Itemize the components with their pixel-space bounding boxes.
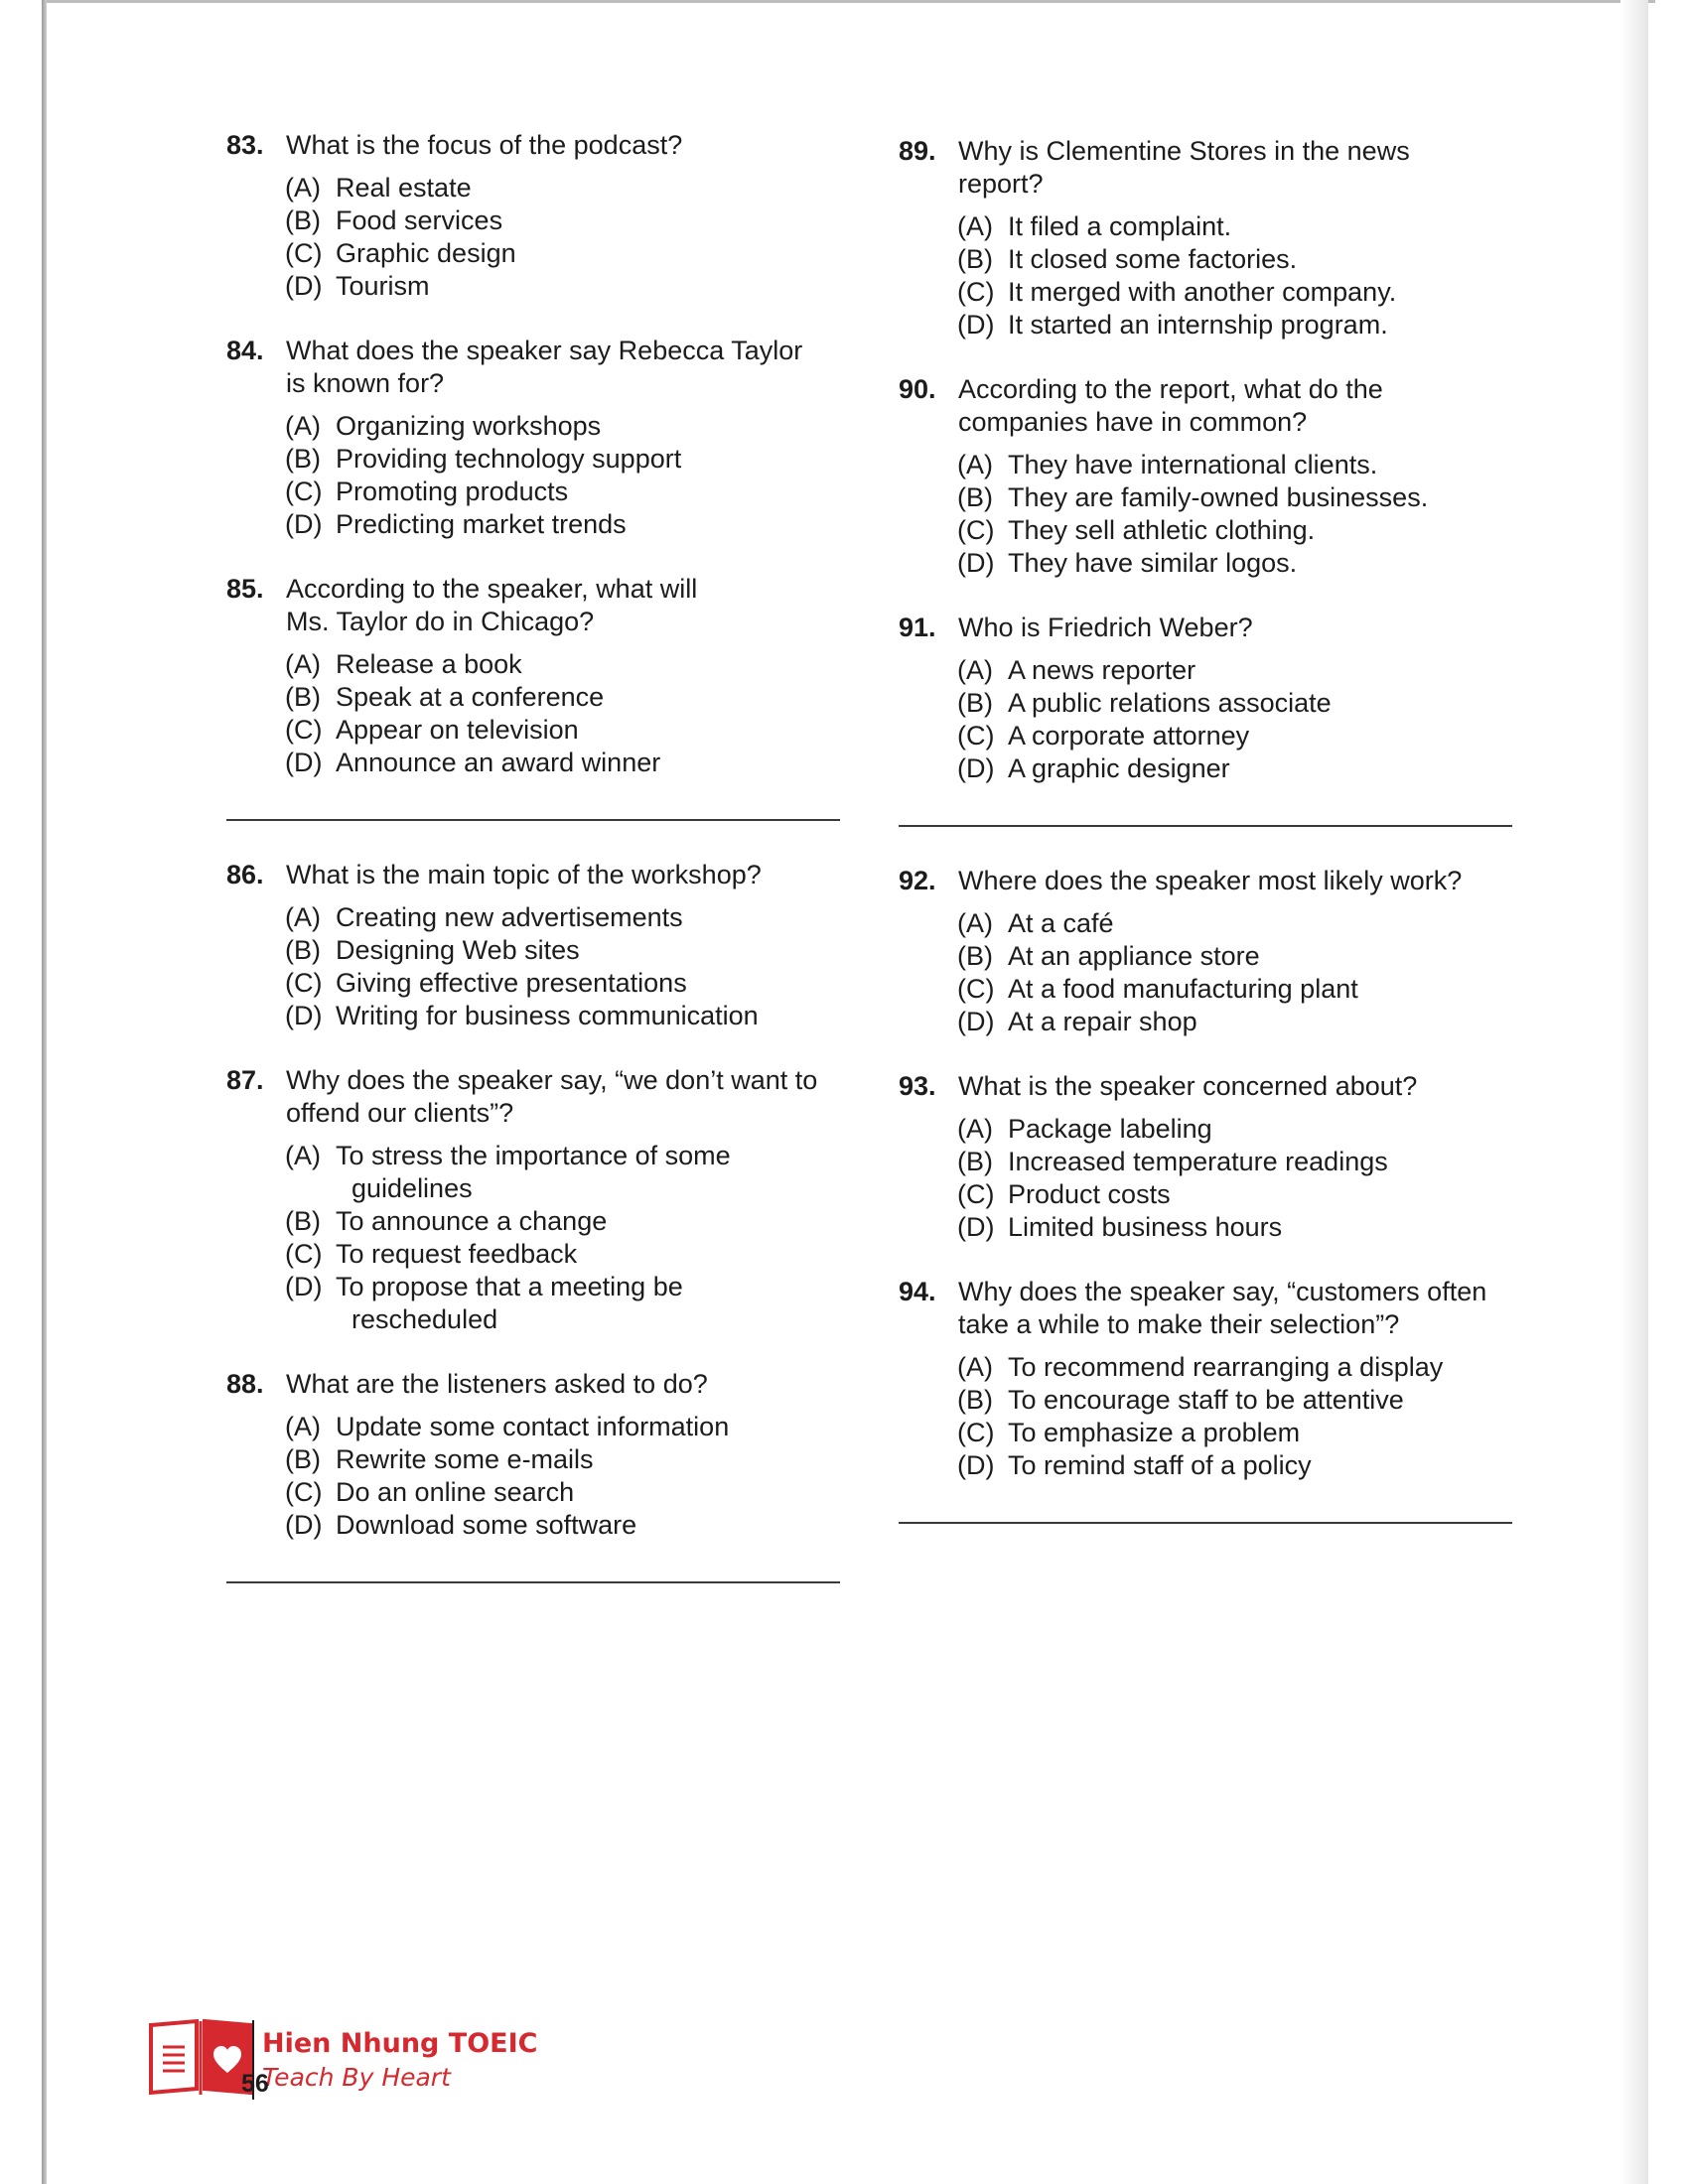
section-divider [899, 825, 1512, 827]
book-heart-icon [147, 2017, 256, 2097]
option-letter: (A) [957, 1114, 993, 1144]
answer-option[interactable] [957, 654, 1514, 687]
option-text: A news reporter [1008, 655, 1196, 685]
option-text: Creating new advertisements [336, 902, 683, 932]
question-text: Why is Clementine Stores in the news report? [958, 136, 1410, 199]
option-letter: (B) [957, 1385, 993, 1415]
answer-option[interactable] [957, 309, 1514, 341]
option-text: To propose that a meeting be rescheduled [336, 1272, 683, 1334]
question-number: 90. [899, 374, 936, 404]
option-text: To recommend rearranging a display [1008, 1352, 1444, 1382]
answer-option[interactable] [285, 237, 842, 270]
answer-option[interactable] [285, 410, 842, 443]
answer-option[interactable] [285, 1205, 842, 1238]
answer-option[interactable] [285, 967, 842, 1000]
option-text: Providing technology support [336, 444, 682, 474]
answer-option[interactable] [957, 973, 1514, 1006]
option-text: To encourage staff to be attentive [1008, 1385, 1404, 1415]
answer-option[interactable] [957, 243, 1514, 276]
option-text: Update some contact information [336, 1412, 730, 1441]
option-text: Food services [336, 205, 503, 235]
answer-options [957, 210, 1514, 341]
answer-option[interactable] [957, 1211, 1514, 1244]
answer-option[interactable] [285, 1476, 842, 1509]
answer-option[interactable] [957, 276, 1514, 309]
answer-options [285, 410, 842, 541]
page-edge-right [1620, 0, 1648, 2184]
option-letter: (A) [285, 1141, 321, 1170]
question-text: What are the listeners asked to do? [286, 1369, 708, 1399]
option-text: Download some software [336, 1510, 637, 1540]
option-text: To remind staff of a policy [1008, 1450, 1312, 1480]
answer-option[interactable] [957, 481, 1514, 514]
question-text: What is the speaker concerned about? [958, 1071, 1418, 1101]
option-letter: (B) [285, 682, 321, 712]
option-text: Designing Web sites [336, 935, 580, 965]
question-text: Why does the speaker say, “we don’t want to offend our clients”? [286, 1065, 818, 1128]
option-letter: (C) [285, 715, 323, 745]
answer-option[interactable] [285, 901, 842, 934]
option-letter: (B) [957, 482, 993, 512]
option-text: Do an online search [336, 1477, 575, 1507]
option-text: A graphic designer [1008, 753, 1230, 783]
answer-option[interactable] [957, 752, 1514, 785]
option-text: At a repair shop [1008, 1007, 1197, 1036]
answer-options [957, 907, 1514, 1038]
answer-option[interactable] [285, 1411, 842, 1443]
option-text: A public relations associate [1008, 688, 1332, 718]
option-text: Appear on television [336, 715, 579, 745]
option-letter: (B) [285, 1444, 321, 1474]
answer-option[interactable] [957, 1146, 1514, 1178]
answer-options [285, 648, 842, 779]
answer-option[interactable] [957, 1178, 1514, 1211]
answer-options [285, 1411, 842, 1542]
question-text: What does the speaker say Rebecca Taylor is known for? [286, 336, 803, 398]
right-question-column [899, 135, 1514, 1562]
option-text: Giving effective presentations [336, 968, 687, 998]
option-letter: (A) [957, 450, 993, 479]
answer-option[interactable] [285, 681, 842, 714]
question-91 [899, 612, 1514, 785]
question-88 [226, 1368, 842, 1542]
answer-option[interactable] [285, 714, 842, 747]
option-text: Graphic design [336, 238, 516, 268]
brand-tagline: Teach By Heart [262, 2063, 451, 2092]
option-text: At a food manufacturing plant [1008, 974, 1358, 1004]
question-text: Where does the speaker most likely work? [958, 866, 1463, 895]
question-94 [899, 1276, 1514, 1482]
option-letter: (B) [285, 935, 321, 965]
option-text: They have similar logos. [1008, 548, 1298, 578]
option-letter: (A) [285, 173, 321, 203]
answer-option[interactable] [957, 449, 1514, 481]
option-letter: (C) [285, 1239, 323, 1269]
option-letter: (C) [957, 1179, 995, 1209]
question-text: What is the focus of the podcast? [286, 130, 683, 160]
section-divider [226, 819, 840, 821]
option-letter: (A) [285, 411, 321, 441]
option-letter: (C) [957, 277, 995, 307]
option-letter: (A) [957, 908, 993, 938]
question-number: 93. [899, 1071, 936, 1101]
answer-option[interactable] [285, 648, 842, 681]
option-text: Announce an award winner [336, 748, 661, 777]
option-text: Product costs [1008, 1179, 1171, 1209]
option-text: At a café [1008, 908, 1114, 938]
option-letter: (A) [285, 902, 321, 932]
answer-option[interactable] [285, 172, 842, 205]
answer-option[interactable] [957, 547, 1514, 580]
option-letter: (D) [957, 548, 995, 578]
question-90 [899, 373, 1514, 580]
question-number: 84. [226, 336, 264, 365]
option-letter: (C) [285, 477, 323, 506]
answer-option[interactable] [285, 934, 842, 967]
section-divider [226, 1581, 840, 1583]
option-text: A corporate attorney [1008, 721, 1250, 751]
answer-option[interactable] [285, 1140, 842, 1205]
answer-option[interactable] [957, 1006, 1514, 1038]
answer-option[interactable] [285, 476, 842, 508]
question-number: 94. [899, 1277, 936, 1306]
option-letter: (C) [957, 1418, 995, 1447]
answer-options [285, 1140, 842, 1336]
question-89 [899, 135, 1514, 341]
option-text: It filed a complaint. [1008, 211, 1232, 241]
option-letter: (D) [957, 1007, 995, 1036]
answer-option[interactable] [285, 1509, 842, 1542]
option-text: Rewrite some e-mails [336, 1444, 594, 1474]
answer-option[interactable] [285, 1238, 842, 1271]
option-text: Real estate [336, 173, 472, 203]
option-text: Organizing workshops [336, 411, 602, 441]
option-text: At an appliance store [1008, 941, 1260, 971]
question-number: 83. [226, 130, 264, 160]
option-letter: (D) [285, 271, 323, 301]
option-letter: (A) [957, 1352, 993, 1382]
question-87 [226, 1064, 842, 1336]
option-letter: (D) [285, 1510, 323, 1540]
option-letter: (C) [285, 238, 323, 268]
question-93 [899, 1070, 1514, 1244]
option-letter: (D) [957, 1212, 995, 1242]
option-text: Predicting market trends [336, 509, 627, 539]
option-letter: (B) [957, 244, 993, 274]
option-letter: (D) [957, 310, 995, 340]
answer-option[interactable] [285, 205, 842, 237]
answer-option[interactable] [285, 1443, 842, 1476]
option-letter: (B) [957, 1147, 993, 1176]
option-letter: (B) [285, 444, 321, 474]
option-letter: (C) [957, 515, 995, 545]
question-text: Why does the speaker say, “customers often take a while to make their selection”? [958, 1277, 1487, 1339]
answer-options [957, 1351, 1514, 1482]
question-number: 86. [226, 860, 264, 889]
answer-option[interactable] [285, 747, 842, 779]
question-83 [226, 129, 842, 303]
option-letter: (C) [285, 1477, 323, 1507]
question-text: What is the main topic of the workshop? [286, 860, 762, 889]
answer-option[interactable] [285, 1271, 842, 1336]
question-84 [226, 335, 842, 541]
option-text: Increased temperature readings [1008, 1147, 1388, 1176]
answer-option[interactable] [957, 1384, 1514, 1417]
question-86 [226, 859, 842, 1032]
question-text: According to the report, what do the companies have in common? [958, 374, 1383, 437]
option-text: To request feedback [336, 1239, 578, 1269]
answer-option[interactable] [957, 1449, 1514, 1482]
page-number: 56 [241, 2070, 269, 2098]
question-number: 91. [899, 613, 936, 642]
option-text: It closed some factories. [1008, 244, 1298, 274]
question-text: Who is Friedrich Weber? [958, 613, 1253, 642]
brand-name: Hien Nhung TOEIC [262, 2028, 538, 2059]
answer-option[interactable] [957, 1351, 1514, 1384]
answer-options [957, 449, 1514, 580]
question-92 [899, 865, 1514, 1038]
answer-option[interactable] [957, 210, 1514, 243]
section-divider [899, 1522, 1512, 1524]
option-letter: (C) [957, 721, 995, 751]
option-letter: (D) [957, 753, 995, 783]
option-letter: (D) [285, 748, 323, 777]
option-letter: (D) [957, 1450, 995, 1480]
option-text: Limited business hours [1008, 1212, 1283, 1242]
option-text: Package labeling [1008, 1114, 1212, 1144]
answer-option[interactable] [957, 1417, 1514, 1449]
option-letter: (A) [285, 649, 321, 679]
option-text: Speak at a conference [336, 682, 605, 712]
option-letter: (A) [957, 211, 993, 241]
question-number: 89. [899, 136, 936, 166]
option-letter: (A) [285, 1412, 321, 1441]
answer-option[interactable] [285, 443, 842, 476]
left-question-column [226, 129, 842, 1621]
question-number: 92. [899, 866, 936, 895]
option-letter: (B) [285, 205, 321, 235]
option-text: It started an internship program. [1008, 310, 1388, 340]
question-85 [226, 573, 842, 779]
question-number: 88. [226, 1369, 264, 1399]
option-text: They sell athletic clothing. [1008, 515, 1316, 545]
answer-option[interactable] [285, 270, 842, 303]
option-text: Release a book [336, 649, 522, 679]
option-text: They are family-owned businesses. [1008, 482, 1429, 512]
answer-option[interactable] [285, 508, 842, 541]
option-text: They have international clients. [1008, 450, 1378, 479]
option-text: To announce a change [336, 1206, 608, 1236]
option-letter: (A) [957, 655, 993, 685]
answer-option[interactable] [285, 1000, 842, 1032]
answer-options [285, 901, 842, 1032]
option-text: Tourism [336, 271, 430, 301]
option-letter: (C) [957, 974, 995, 1004]
question-number: 85. [226, 574, 264, 604]
page-edge [42, 0, 47, 2184]
question-text: According to the speaker, what will Ms. Taylor do in Chicago? [286, 574, 698, 636]
option-text: To stress the importance of some guidelines [336, 1141, 731, 1203]
option-text: Promoting products [336, 477, 569, 506]
answer-option[interactable] [957, 687, 1514, 720]
logo-graphic [147, 2017, 256, 2097]
answer-options [957, 654, 1514, 785]
answer-option[interactable] [957, 940, 1514, 973]
option-letter: (D) [285, 1272, 323, 1301]
page-edge-top [47, 0, 1655, 3]
option-letter: (B) [285, 1206, 321, 1236]
option-letter: (B) [957, 941, 993, 971]
option-text: To emphasize a problem [1008, 1418, 1301, 1447]
answer-options [285, 172, 842, 303]
answer-option[interactable] [957, 720, 1514, 752]
option-text: It merged with another company. [1008, 277, 1397, 307]
option-letter: (D) [285, 509, 323, 539]
answer-option[interactable] [957, 1113, 1514, 1146]
answer-options [957, 1113, 1514, 1244]
option-letter: (C) [285, 968, 323, 998]
option-letter: (D) [285, 1001, 323, 1030]
answer-option[interactable] [957, 514, 1514, 547]
answer-option[interactable] [957, 907, 1514, 940]
question-number: 87. [226, 1065, 264, 1095]
option-letter: (B) [957, 688, 993, 718]
option-text: Writing for business communication [336, 1001, 759, 1030]
